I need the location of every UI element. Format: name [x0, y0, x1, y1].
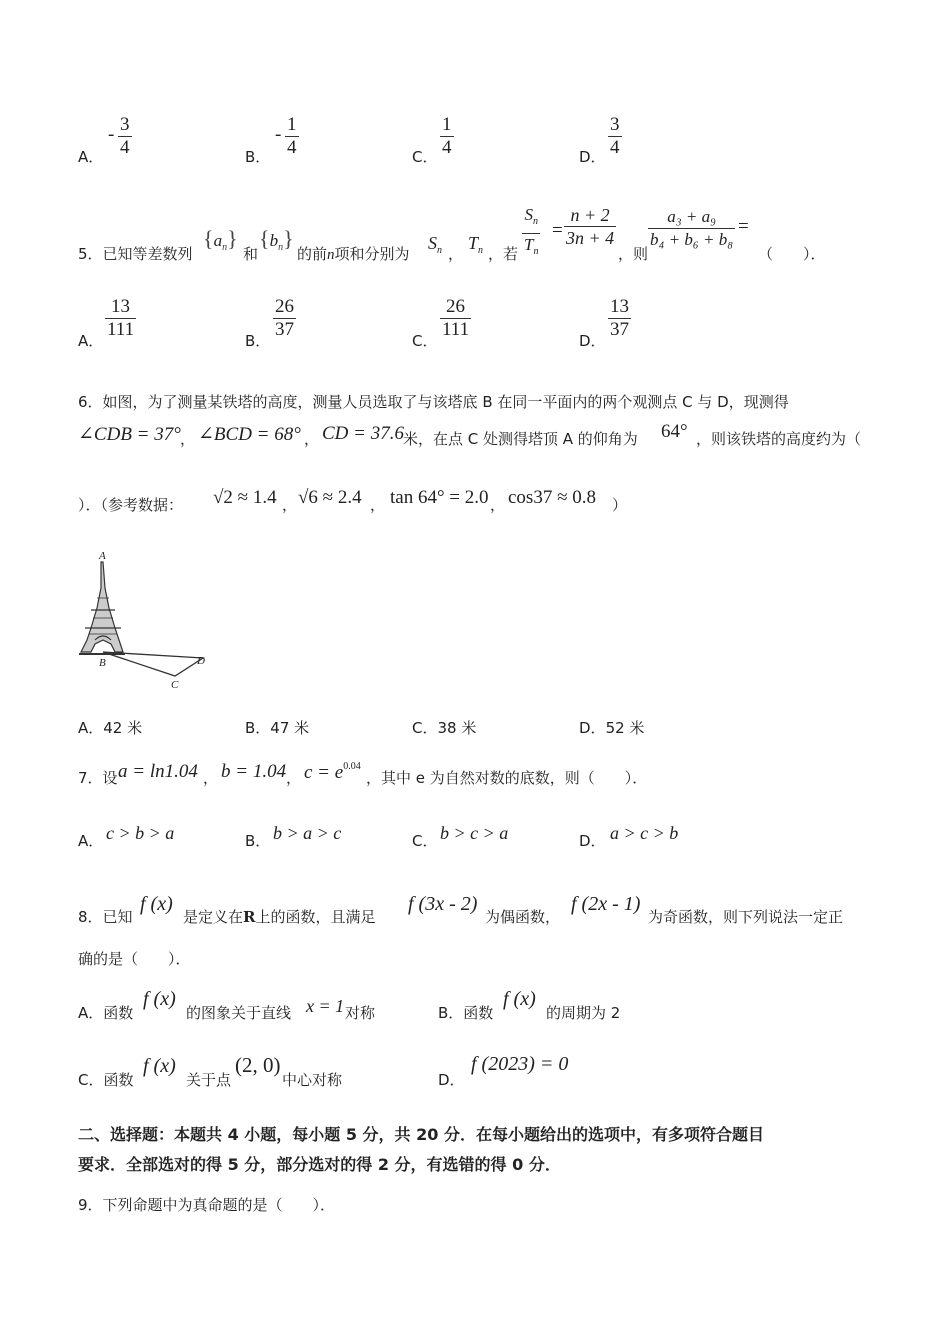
q4-option-b-label[interactable]: B．: [245, 148, 271, 166]
q6-option-b[interactable]: B．47 米: [245, 719, 310, 737]
q6-ref-sep2: ，: [370, 496, 386, 514]
q4-option-b-fraction: 1 4: [287, 114, 297, 158]
q5-mid: 的前n项和分别为: [297, 245, 410, 263]
q8-option-b-label[interactable]: B．函数: [438, 1004, 494, 1022]
q8-option-a-post2: 对称: [345, 1004, 376, 1022]
q5-and: 和: [243, 245, 259, 263]
q5-prefix: 5．已知等差数列: [78, 245, 193, 263]
tower-body: [81, 562, 123, 652]
q8-option-a-f: f (x): [143, 988, 176, 1010]
q8-option-c-math: (2, 0): [235, 1053, 281, 1077]
q8-option-c-post: 关于点: [186, 1071, 232, 1089]
q8-option-d-f: f (2023) = 0: [471, 1053, 569, 1075]
q5-option-d-label[interactable]: D．: [579, 332, 606, 350]
q6-angle2: ∠BCD = 68°: [198, 424, 301, 445]
q5-tail: （ ）．: [758, 245, 826, 263]
q8-option-a-post: 的图象关于直线: [186, 1004, 292, 1022]
q6-option-c[interactable]: C．38 米: [412, 719, 477, 737]
ground-triangle: [103, 652, 203, 676]
q6-line1: 6．如图，为了测量某铁塔的高度，测量人员选取了与该塔底 B 在同一平面内的两个观测点 C 与 D，现测得: [78, 393, 789, 411]
q5-option-b-label[interactable]: B．: [245, 332, 271, 350]
section-2-line2: 要求．全部选对的得 5 分，部分选对的得 2 分，有选错的得 0 分．: [78, 1155, 561, 1174]
q8-f1: f (3x - 2): [408, 893, 478, 915]
q7-prefix: 7．设: [78, 769, 118, 787]
fig-label-c: C: [171, 679, 179, 691]
q9-text: 9．下列命题中为真命题的是（ ）．: [78, 1196, 336, 1214]
q5-then: ，则: [618, 245, 649, 263]
q6-ref3: tan 64° = 2.0: [390, 487, 489, 508]
q7-sep1: ，: [203, 769, 219, 787]
q5-if: ，若: [488, 245, 519, 263]
q4-option-d-fraction: 3 4: [610, 114, 620, 158]
q5-seq-b: $\{b_n\}$: [259, 226, 294, 253]
q5-S: $S_n$: [428, 233, 442, 256]
q6-option-a[interactable]: A．42 米: [78, 719, 143, 737]
q6-ref4: cos37 ≈ 0.8: [508, 487, 597, 508]
q5-option-c-fraction: 26 111: [442, 296, 470, 340]
q8-mid4: 为奇函数，则下列说法一定正: [648, 908, 844, 926]
q7-tail: ，其中 e 为自然对数的底数，则（ ）．: [366, 769, 648, 787]
q7-option-d-label[interactable]: D．: [579, 832, 606, 850]
q5-seq-a: $\{a_n\}$: [203, 226, 238, 253]
q8-option-c-post2: 中心对称: [282, 1071, 343, 1089]
q6-ref2: √6 ≈ 2.4: [298, 487, 362, 508]
q8-option-a-math: x = 1: [306, 996, 345, 1016]
q8-prefix: 8．已知: [78, 908, 133, 926]
q6-tower-figure: [75, 548, 215, 693]
q6-line2-tail: ，则该铁塔的高度约为（: [696, 430, 862, 448]
fig-label-d: D: [197, 655, 205, 667]
q7-option-b-label[interactable]: B．: [245, 832, 271, 850]
q6-line2-text: 米，在点 C 处测得塔顶 A 的仰角为: [403, 430, 638, 448]
fig-label-a: A: [99, 550, 106, 562]
q6-sep2: ，: [304, 430, 320, 448]
q7-option-a-label[interactable]: A．: [78, 832, 104, 850]
q5-option-a-label[interactable]: A．: [78, 332, 104, 350]
q5-expr-fraction: a₃ + a₉ b₄ + b₆ + b₈: [650, 207, 734, 249]
q8-option-b-f: f (x): [503, 988, 536, 1010]
q5-ST-fraction: $S_n$ $T_n$: [524, 205, 539, 257]
q6-line3-start: ）．（参考数据：: [78, 496, 184, 514]
q7-c: $c = e^{0.04}$: [304, 761, 361, 783]
q7-option-a-text: c > b > a: [106, 823, 175, 843]
q6-angle1: ∠CDB = 37°: [78, 424, 181, 445]
q7-sep2: ，: [286, 769, 302, 787]
q4-option-c-fraction: 1 4: [442, 114, 452, 158]
q5-T: $T_n$: [468, 233, 484, 256]
q4-option-a-sign: -: [108, 124, 115, 145]
q8-fx: f (x): [140, 893, 173, 915]
q8-option-b-post: 的周期为 2: [546, 1004, 621, 1022]
q4-option-d-label[interactable]: D．: [579, 148, 606, 166]
q7-b: b = 1.04: [221, 761, 287, 782]
q8-option-d-label[interactable]: D．: [438, 1071, 465, 1089]
q8-option-c-label[interactable]: C．函数: [78, 1071, 134, 1089]
q4-option-c-label[interactable]: C．: [412, 148, 438, 166]
q5-comma: ，: [448, 245, 464, 263]
fig-label-b: B: [99, 657, 106, 669]
q8-option-c-f: f (x): [143, 1055, 176, 1077]
q7-option-c-text: b > c > a: [440, 823, 509, 843]
q7-option-b-text: b > a > c: [273, 823, 342, 843]
q5-eq1: =: [552, 220, 563, 241]
q6-option-d[interactable]: D．52 米: [579, 719, 645, 737]
q7-a: a = ln1.04: [118, 761, 198, 782]
q6-ref-sep3: ，: [490, 496, 506, 514]
q5-option-b-fraction: 26 37: [275, 296, 294, 340]
q6-line3-end: ）: [612, 496, 628, 514]
q5-ratio-fraction: n + 2 3n + 4: [566, 205, 615, 248]
q8-option-a-label[interactable]: A．函数: [78, 1004, 134, 1022]
q6-cd: CD = 37.6: [322, 423, 404, 444]
q6-ref1: √2 ≈ 1.4: [213, 487, 277, 508]
q5-option-a-fraction: 13 111: [107, 296, 135, 340]
q8-line2: 确的是（ ）．: [78, 950, 191, 968]
q8-f2: f (2x - 1): [571, 893, 641, 915]
q8-mid1: 是定义在R上的函数，且满足: [183, 908, 376, 926]
q7-option-c-label[interactable]: C．: [412, 832, 438, 850]
q5-eq2: =: [738, 216, 749, 237]
q6-sep1: ，: [180, 430, 196, 448]
q6-angle3: 64°: [661, 421, 688, 442]
q8-mid3: 为偶函数，: [485, 908, 561, 926]
q6-ref-sep1: ，: [282, 496, 298, 514]
q7-option-d-text: a > c > b: [610, 823, 679, 843]
q5-option-d-fraction: 13 37: [610, 296, 629, 340]
q4-option-a-fraction: 3 4: [120, 114, 130, 158]
q5-option-c-label[interactable]: C．: [412, 332, 438, 350]
q4-option-b-sign: -: [275, 124, 282, 145]
section-2-line1: 二、选择题：本题共 4 小题，每小题 5 分，共 20 分．在每小题给出的选项中，有多项符合题目: [78, 1125, 764, 1144]
q4-option-a-label[interactable]: A．: [78, 148, 104, 166]
